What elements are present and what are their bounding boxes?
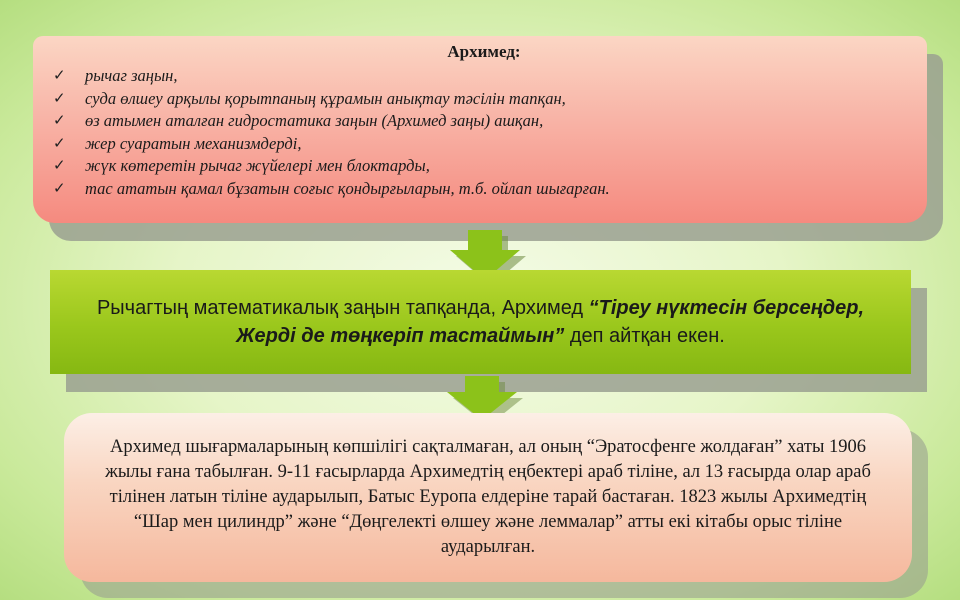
list-item-text: рычаг заңын,	[85, 66, 178, 85]
quote-outro: деп айтқан екен.	[564, 325, 725, 347]
list-item-text: өз атымен аталған гидростатика заңын (Архимед заңы) ашқан,	[85, 111, 544, 130]
list-item	[53, 110, 915, 133]
list-item-text: жүк көтеретін рычаг жүйелері мен блоктарды,	[85, 156, 430, 175]
list-item	[53, 178, 915, 201]
checkmark-icon: ✓	[53, 113, 66, 129]
list-item	[53, 133, 915, 156]
quote-box	[50, 270, 911, 374]
list-item-text: жер суаратын механизмдерді,	[85, 133, 302, 153]
list-item-text: тас ататын қамал бұзатын соғыс қондырғыларын, т.б. ойлап шығарған.	[85, 178, 610, 198]
quote-text	[70, 294, 891, 350]
achievements-list	[53, 65, 915, 200]
checkmark-icon: ✓	[53, 90, 66, 107]
checkmark-icon: ✓	[53, 180, 66, 197]
checkmark-icon: ✓	[53, 135, 66, 152]
checkmark-icon: ✓	[53, 68, 66, 84]
achievements-box	[33, 36, 927, 223]
archimedes-quote: “Тіреу нүктесін берсеңдер, Жерді де төңкеріп тастаймын”	[236, 297, 865, 347]
list-item-text: суда өлшеу арқылы қорытпаның құрамын анықтау тәсілін тапқан,	[85, 88, 566, 108]
list-item	[53, 65, 915, 88]
history-text: Архимед шығармаларының көпшілігі сақталмаған, ал оның “Эратосфенге жолдаған” хаты 1906 жылы ғана табылған. 9-11 ғасырларда Архимедтің еңбектері араб тіліне, ал 13 ғасырда олар араб тілінен латын тіліне аударылып, Батыс Еуропа елдеріне тарай бастаған. 1823 жылы Архимедтің “Шар мен цилиндр” және “Дөңгелекті өлшеу және леммалар” атты екі кітабы орыс тіліне аударылған.	[105, 437, 871, 557]
list-item	[53, 88, 915, 111]
list-item	[53, 155, 915, 178]
achievements-title: Архимед:	[447, 42, 521, 61]
quote-intro: Рычагтың математикалық заңын тапқанда, Архимед	[96, 297, 589, 319]
history-box	[64, 413, 912, 582]
checkmark-icon: ✓	[53, 158, 66, 174]
